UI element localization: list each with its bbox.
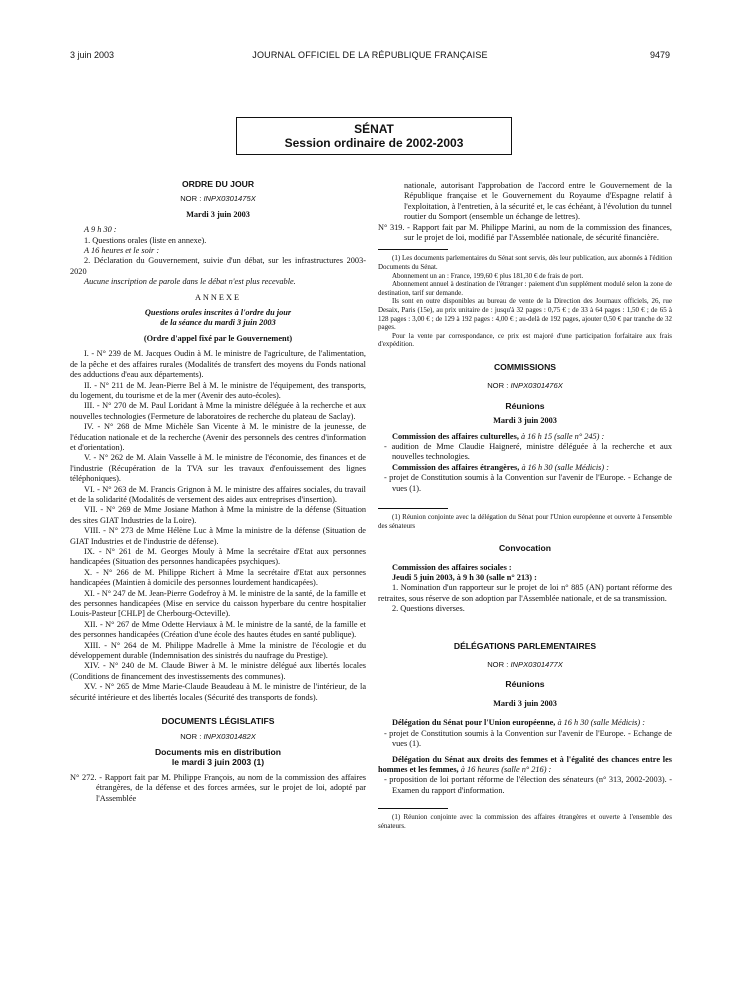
question-item: III. - N° 270 de M. Paul Loridant à Mme la ministre déléguée à la recherche et aux nouvelles technologies (Fermeture de laboratoires de recherche du plateau de Saclay). [70,401,366,421]
question-item: XIV. - N° 240 de M. Claude Biwer à M. le ministre délégué aux libertés locales (Conditions de financement des investissements des communes). [70,661,366,681]
document-272-part1: N° 272. - Rapport fait par M. Philippe François, au nom de la commission des affaires étrangères, de la défense et des forces armées, sur le projet de loi, adopté par l'Assemblée [70,772,366,803]
convocation-heading: Convocation [498,543,552,554]
left-column [70,179,366,804]
annexe-order: (Ordre d'appel fixé par le Gouvernement) [143,333,293,343]
senate-title-box [236,117,512,155]
documents-footnote: (1) Les documents parlementaires du Sénat sont servis, dès leur publication, aux abonnés à l'édition Documents du Sénat. Abonnement un an : France, 199,60 € plus 181,30 € de frais de port. Abonnement annuel à destination de l'étranger : paiement d'un supplément modulé selon la zone de destination, tarif sur demande. Ils sont en outre disponibles au bureau de vente de la Direction des Journaux officiels, 26, rue Desaix, Paris (15e), au prix unitaire de : jusqu'à 32 pages : 0,75 € ; de 33 à 64 pages : 1,50 € ; de 65 à 128 pages : 3,00 € ; de 129 à 192 pages : 4,00 € ; au-delà de 192 pages, ajouter 0,50 € par tranche de 32 pages. Pour la vente par correspondance, ce prix est majoré d'une participation forfaitaire aux frais d'expédition. [378,254,672,349]
question-item: II. - N° 211 de M. Jean-Pierre Bel à M. le ministre de l'équipement, des transports, du logement, du tourisme et de la mer (Avenir des auto-écoles). [70,380,366,400]
commissions-footnote: (1) Réunion conjointe avec la délégation du Sénat pour l'Union européenne et ouverte à l'ensemble des sénateurs [378,513,672,530]
question-item: IV. - N° 268 de Mme Michèle San Vicente à M. le ministre de la jeunesse, de l'éducation nationale et de la recherche (Avenir des personnels des centres d'information et d'orientation). [70,422,366,452]
annexe-subheading-1: Questions orales inscrites à l'ordre du jour [144,308,292,318]
delegations-nor: NOR : INPX0301477X [487,660,563,670]
delegations-footnote: (1) Réunion conjointe avec la commission des affaires étrangères et ouverte à l'ensemble des sénateurs. [378,813,672,830]
time-afternoon: A 16 heures et le soir : [84,246,160,256]
ordre-du-jour-nor: NOR : INPX0301475X [180,194,256,204]
header-date: 3 juin 2003 [70,50,115,60]
question-item: V. - N° 262 de M. Alain Vasselle à M. le ministre de l'économie, des finances et de l'industrie (Récupération de la TVA sur les travaux d'enfouissement des lignes téléphoniques). [70,453,366,484]
document-272-part2: nationale, autorisant l'approbation de l'accord entre le Gouvernement de la République française et le Gouvernement du Royaume d'Espagne relatif à l'exploitation, à l'entretien, à la sécurité et, le cas échéant, à l'évolution du tunnel routier du Somport (ensemble un échange de lettres). [404,181,672,222]
commissions-reunions: Réunions [505,400,545,411]
question-item: XI. - N° 247 de M. Jean-Pierre Godefroy à M. le ministre de la santé, de la famille et des personnes handicapées (Mise en service du caisson hyperbare du centre hospitalier Louis-Pasteur [CHLP] de Cherbourg-Octeville). [70,588,366,619]
commission-affaires-etrangeres: Commission des affaires étrangères, à 16 h 30 (salle Médicis) : [392,462,609,472]
question-item: VI. - N° 263 de M. Francis Grignon à M. le ministre des affaires sociales, du travail et de la solidarité (Modalités de versement des aides aux entreprises d'insertion). [70,484,366,504]
delegations-reunions: Réunions [505,679,545,690]
annexe-subheading-2: de la séance du mardi 3 juin 2003 [160,318,276,328]
agenda-item-1: 1. Questions orales (liste en annexe). [84,235,207,245]
convocation-commission: Commission des affaires sociales : [392,562,512,572]
documents-heading: DOCUMENTS LÉGISLATIFS [161,716,275,727]
commission-etrangeres-item: - projet de Constitution soumis à la Convention sur l'avenir de l'Europe. - Echange de vues (1). [384,473,672,493]
document-319: N° 319. - Rapport fait par M. Philippe Marini, au nom de la commission des finances, sur le projet de loi, modifié par l'Assemblée nationale, de sécurité financière. [378,222,672,243]
footnote-rule [378,508,448,509]
agenda-item-2: 2. Déclaration du Gouvernement, suivie d'un débat, sur les infrastructures 2003-2020 [70,256,366,276]
delegations-date: Mardi 3 juin 2003 [493,698,557,708]
delegations-heading: DÉLÉGATIONS PARLEMENTAIRES [453,640,597,651]
commissions-nor: NOR : INPX0301476X [487,381,563,391]
ordre-du-jour-heading: ORDRE DU JOUR [181,179,255,189]
page-number: 9479 [649,50,670,60]
question-item: IX. - N° 261 de M. Georges Mouly à Mme la secrétaire d'Etat aux personnes handicapées (Situation des personnes handicapées psychiques). [70,547,366,567]
senate-title: SÉNAT [354,122,394,136]
delegation-droits-femmes: Délégation du Sénat aux droits des femmes et à l'égalité des chances entre les hommes et les femmes, à 16 heures (salle n° 216) : [378,754,672,774]
footnote-rule [378,808,448,809]
session-title: Session ordinaire de 2002-2003 [284,136,464,150]
commissions-date: Mardi 3 juin 2003 [493,416,557,426]
commission-culture: Commission des affaires culturelles, à 16 h 15 (salle n° 245) : [392,431,605,441]
agenda-note: Aucune inscription de parole dans le débat n'est plus recevable. [84,277,296,287]
question-item: VII. - N° 269 de Mme Josiane Mathon à Mme la ministre de la défense (Situation des sites GIAT Industries de la Loire). [70,505,366,525]
delegation-union-europeenne: Délégation du Sénat pour l'Union européenne, à 16 h 30 (salle Médicis) : [392,718,645,728]
convocation-item-2: 2. Questions diverses. [392,604,465,614]
documents-subheading-2: le mardi 3 juin 2003 (1) [171,757,265,768]
question-item: XV. - N° 265 de Mme Marie-Claude Beaudeau à M. le ministre de l'intérieur, de la sécurité intérieure et des libertés locales (Sécurité des transports de fonds). [70,682,366,702]
question-item: X. - N° 266 de M. Philippe Richert à Mme la secrétaire d'Etat aux personnes handicapées (Maintien à domicile des personnes lourdement handicapées). [70,567,366,588]
right-column [378,181,672,830]
question-item: XII. - N° 267 de Mme Odette Herviaux à M. le ministre de la santé, de la famille et des personnes handicapées (Création d'une école des hautes études en santé publique). [70,619,366,640]
documents-subheading-1: Documents mis en distribution [154,746,282,757]
delegation-ue-item: - projet de Constitution soumis à la Convention sur l'avenir de l'Europe. - Echange de vues (1). [384,728,672,749]
ordre-du-jour-date: Mardi 3 juin 2003 [186,209,250,219]
question-item: VIII. - N° 273 de Mme Hélène Luc à Mme la ministre de la défense (Situation de GIAT Industries et de l'industrie de défense). [70,526,366,546]
convocation-when: Jeudi 5 juin 2003, à 9 h 30 (salle n° 213) : [392,573,537,583]
annexe-heading: ANNEXE [194,292,242,302]
question-item: I. - N° 239 de M. Jacques Oudin à M. le ministre de l'agriculture, de l'alimentation, de la pêche et des affaires rurales (Modalités de transfert des moyens du Fonds national des adductions d'eau aux départements). [70,349,366,380]
journal-title: JOURNAL OFFICIEL DE LA RÉPUBLIQUE FRANÇAISE [252,50,488,60]
time-morning: A 9 h 30 : [84,225,117,235]
commissions-heading: COMMISSIONS [493,361,557,372]
commission-culture-item: - audition de Mme Claudie Haigneré, ministre déléguée à la recherche et aux nouvelles technologies. [384,442,672,462]
question-item: XIII. - N° 264 de M. Philippe Madrelle à Mme la ministre de l'écologie et du développement durable (Indemnisation des sinistrés du naufrage du Prestige). [70,640,366,661]
delegation-femmes-item: - proposition de loi portant réforme de l'élection des sénateurs (n° 313, 2002-2003). - Examen du rapport d'information. [384,775,672,795]
documents-nor: NOR : INPX0301482X [180,731,256,741]
footnote-rule [378,249,448,250]
running-header [70,50,670,64]
convocation-item-1: 1. Nomination d'un rapporteur sur le projet de loi n° 885 (AN) portant réforme des retraites, sous réserve de son adoption par l'Assemblée nationale, et de sa transmission. [378,583,672,603]
